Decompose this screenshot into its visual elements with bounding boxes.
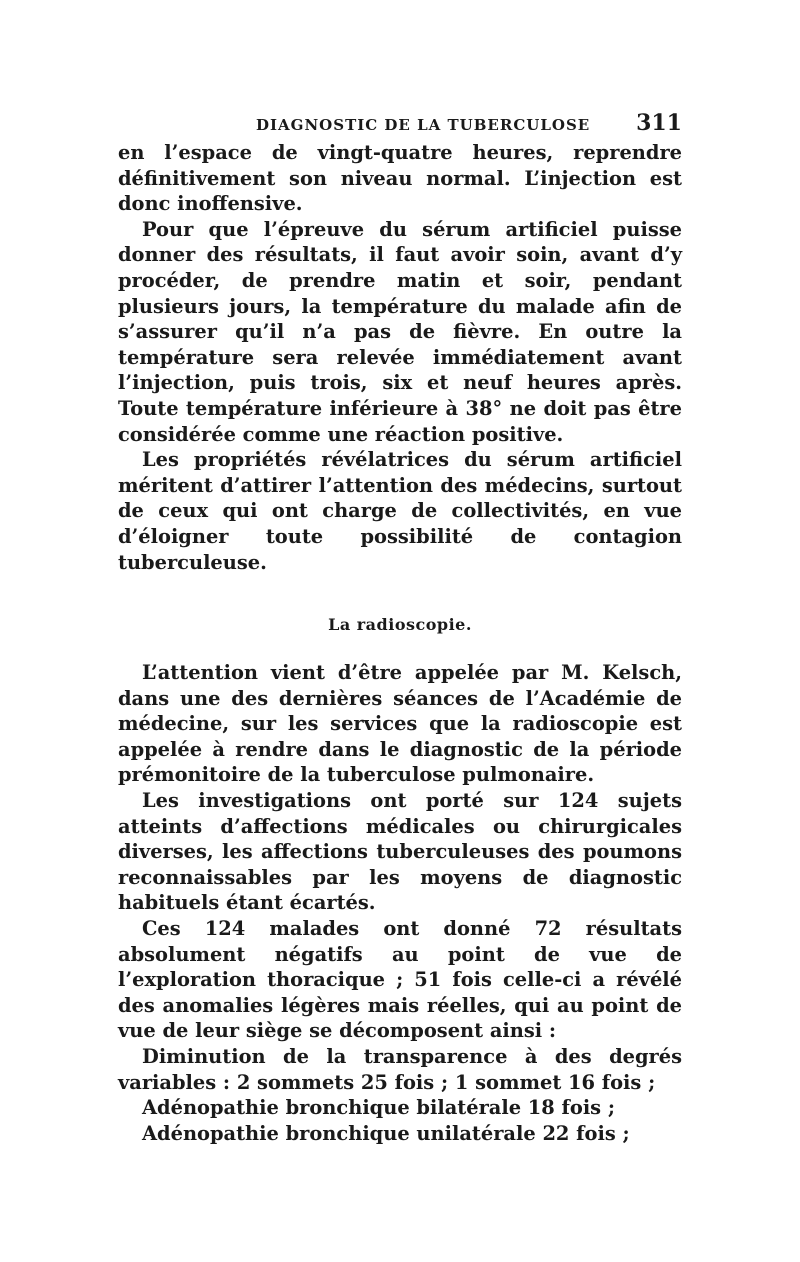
body-text (118, 140, 682, 1146)
paragraph: Diminution de la transparence à des degrés variables : 2 sommets 25 fois ; 1 sommet 16 fois ; (118, 1045, 682, 1094)
paragraph: Adénopathie bronchique bilatérale 18 fois ; (142, 1096, 616, 1120)
paragraph: Les investigations ont porté sur 124 sujets atteints d’affections médicales ou chirurgicales diverses, les affections tuberculeuses des poumons reconnaissables par les moyens de diagnostic habituels étant écartés. (118, 789, 682, 915)
paragraph: en l’espace de vingt-quatre heures, reprendre définitivement son niveau normal. L’injection est donc inoffensive. (118, 141, 682, 216)
paragraph: Adénopathie bronchique unilatérale 22 fois ; (142, 1121, 630, 1145)
paragraph: Pour que l’épreuve du sérum artificiel puisse donner des résultats, il faut avoir soin, avant d’y procéder, de prendre matin et soir, pendant plusieurs jours, la température du malade afin de s’assurer qu’il n’a pas de fièvre. En outre la température sera relevée immédiatement avant l’injection, puis trois, six et neuf heures après. Toute température inférieure à 38° ne doit pas être considérée comme une réaction positive. (118, 217, 682, 446)
running-title: DIAGNOSTIC DE LA TUBERCULOSE (256, 116, 591, 134)
paragraph: Ces 124 malades ont donné 72 résultats absolument négatifs au point de vue de l’exploration thoracique ; 51 fois celle-ci a révélé des anomalies légères mais réelles, qui au point de vue de leur siège se décomposent ainsi : (118, 917, 682, 1043)
page-number: 311 (636, 110, 682, 136)
paragraph: L’attention vient d’être appelée par M. Kelsch, dans une des dernières séances de l’Académie de médecine, sur les services que la radioscopie est appelée à rendre dans le diagnostic de la période prémonitoire de la tuberculose pulmonaire. (118, 661, 682, 787)
running-head (118, 110, 682, 140)
section-title: La radioscopie. (328, 615, 472, 635)
paragraph: Les propriétés révélatrices du sérum artificiel méritent d’attirer l’attention des médecins, surtout de ceux qui ont charge de collectivités, en vue d’éloigner toute possibilité de contagion tuberculeuse. (118, 448, 682, 574)
book-page (118, 110, 682, 1146)
